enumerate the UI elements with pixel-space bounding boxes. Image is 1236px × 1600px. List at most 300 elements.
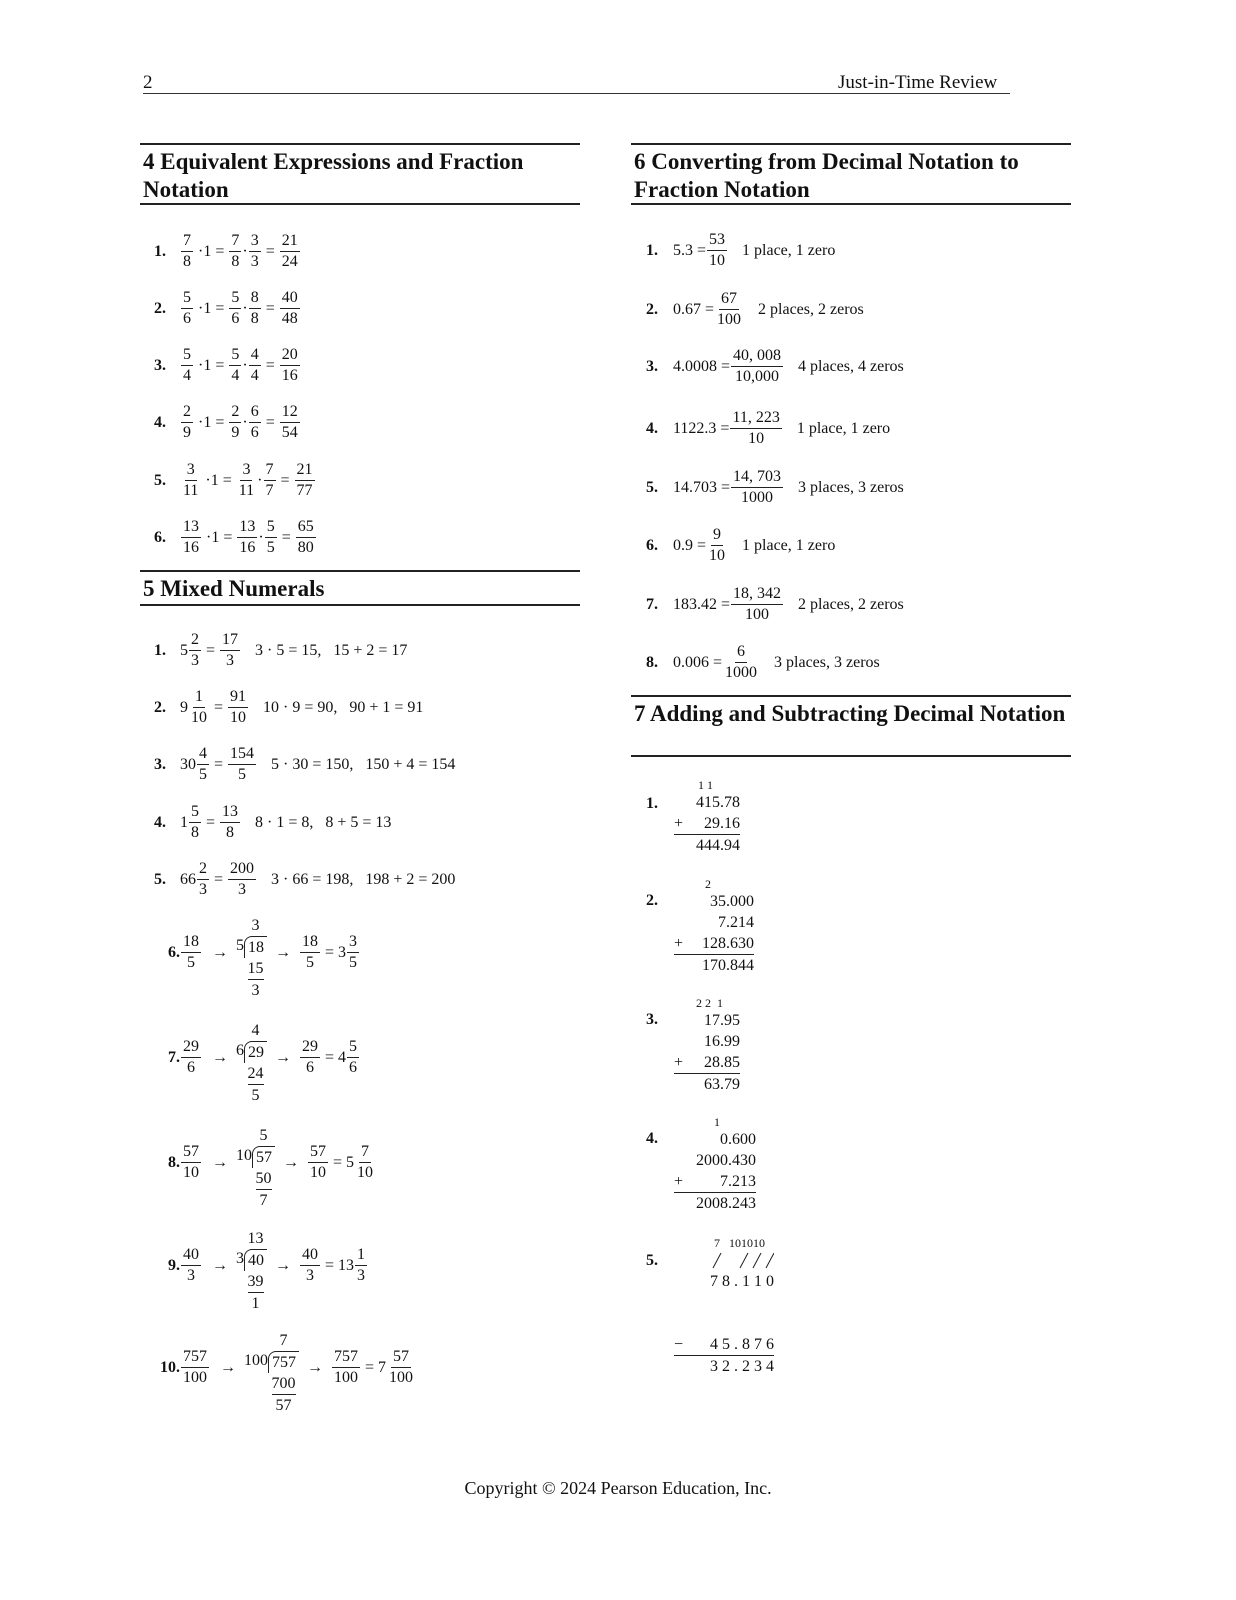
denominator: 100	[389, 1369, 414, 1386]
subtrahend: 4 5 . 8 7 6	[710, 1336, 774, 1353]
denominator: 1000	[741, 489, 774, 506]
column-addition	[674, 1115, 756, 1214]
place-note: 1 place, 1 zero	[742, 242, 836, 259]
item-number: 5.	[154, 871, 166, 888]
list-item: 2. 9 $\frac{1}{10}$ = $\frac{91}{10}$ 10 · 9 = 90, 90 + 1 = 91	[154, 688, 424, 726]
strike-mark	[713, 1253, 721, 1268]
denominator: 3	[199, 881, 207, 898]
denominator: 3	[306, 1267, 314, 1284]
fraction	[355, 1245, 367, 1286]
item-number: 8.	[168, 1154, 180, 1171]
divisor: 6	[236, 1042, 244, 1059]
decimal-value: 5.3 =	[673, 242, 707, 259]
item-number: 7.	[646, 596, 658, 613]
denominator: 6	[250, 424, 259, 441]
item-number: 2.	[646, 892, 658, 909]
denominator: 80	[297, 539, 314, 556]
list-item: 9. $\frac{40}{3}$ → 3 13 40 39 1 → $\frac{40}{3}$ = 13 $\frac{1}{3}$	[146, 1228, 368, 1314]
numerator: 3	[347, 932, 359, 953]
denominator: 5	[238, 766, 247, 783]
arrow-icon: →	[212, 1154, 228, 1171]
list-item	[646, 642, 880, 683]
fraction	[731, 584, 783, 625]
denominator: 10	[191, 709, 207, 726]
fraction	[308, 1142, 328, 1183]
numerator: 6	[735, 642, 747, 663]
fraction	[731, 346, 783, 387]
numerator: 40	[280, 288, 300, 309]
numerator: 2	[229, 402, 241, 423]
list-item: 4. $\frac{2}{9}$ ·1 = $\frac{2}{9}$ · $\frac{6}{6}$ = $\frac{12}{54}$	[154, 403, 298, 441]
numerator: 5	[347, 1037, 359, 1058]
numerator: 3	[185, 460, 197, 481]
item-number: 1.	[154, 642, 166, 659]
fraction	[347, 932, 359, 973]
item-number: 1.	[646, 242, 658, 259]
fraction	[715, 289, 743, 330]
fraction	[280, 288, 300, 329]
numerator: 4	[249, 345, 261, 366]
fraction	[249, 231, 261, 272]
numerator: 17	[220, 630, 240, 651]
place-note: 1 place, 1 zero	[796, 420, 891, 437]
list-item: 5. 66 $\frac{2}{3}$ = $\frac{200}{3}$ 3 · 66 = 198, 198 + 2 = 200	[154, 860, 456, 898]
section-6-title: 6 Converting from Decimal Notation to Fraction Notation	[631, 143, 1071, 205]
fraction	[197, 744, 209, 785]
arrow-icon: →	[212, 944, 228, 961]
numerator: 3	[249, 231, 261, 252]
fraction	[707, 230, 727, 271]
addend: 0.600	[720, 1131, 756, 1148]
numerator: 8	[249, 288, 261, 309]
item-number: 6.	[154, 529, 166, 546]
denominator: 6	[183, 310, 191, 327]
work-note: 3 · 66 = 198, 198 + 2 = 200	[271, 871, 456, 888]
denominator: 77	[296, 482, 313, 499]
fraction	[731, 467, 783, 508]
list-item	[646, 467, 904, 508]
arrow-icon: →	[283, 1154, 299, 1171]
borrow-digits: 7 101010	[714, 1236, 765, 1250]
denominator: 100	[334, 1369, 358, 1386]
numerator: 757	[332, 1347, 360, 1368]
numerator: 1	[355, 1245, 367, 1266]
fraction	[181, 460, 200, 501]
fraction	[181, 345, 193, 386]
denominator: 6	[349, 1059, 358, 1076]
numerator: 154	[228, 744, 256, 765]
quotient: 13	[247, 1230, 264, 1247]
numerator: 40	[181, 1245, 201, 1266]
fraction	[355, 1142, 375, 1183]
dividend: 18	[244, 936, 267, 958]
fraction	[295, 460, 315, 501]
numerator: 7	[181, 231, 193, 252]
fraction	[280, 231, 300, 272]
numerator: 3	[240, 460, 252, 481]
denominator: 5	[266, 539, 275, 556]
arrow-icon: →	[307, 1359, 323, 1376]
denominator: 3	[191, 652, 199, 669]
denominator: 7	[265, 482, 274, 499]
arrow-icon: →	[275, 1257, 291, 1274]
difference: 3 2 . 2 3 4	[674, 1355, 774, 1377]
whole-part: 30	[180, 756, 196, 773]
denominator: 11	[238, 482, 255, 499]
numerator: 2	[181, 402, 193, 423]
list-item: 8. $\frac{57}{10}$ → 10 5 57 50 7 → $\frac{57}{10}$ = 5 $\frac{7}{10}$	[146, 1125, 376, 1211]
numerator: 4	[197, 744, 209, 765]
long-division	[236, 915, 267, 1001]
fraction	[249, 345, 261, 386]
denominator: 8	[226, 824, 235, 841]
addend: 415.78	[696, 794, 740, 811]
numerator: 65	[296, 517, 316, 538]
column-subtraction	[674, 1236, 774, 1377]
denominator: 6	[187, 1059, 195, 1076]
place-note: 4 places, 4 zeros	[798, 358, 904, 375]
place-note: 2 places, 2 zeros	[798, 596, 904, 613]
addend: 7.214	[718, 914, 754, 931]
work-note: 10 · 9 = 90, 90 + 1 = 91	[263, 699, 424, 716]
item-number: 1.	[154, 243, 166, 260]
fraction	[300, 932, 320, 973]
numerator: 20	[280, 345, 300, 366]
fraction	[228, 744, 256, 785]
denominator: 9	[183, 424, 191, 441]
item-number: 2.	[646, 301, 658, 318]
addend: 28.85	[704, 1054, 740, 1071]
fraction	[229, 402, 241, 443]
fraction	[265, 517, 277, 558]
denominator: 24	[281, 253, 298, 270]
addend: 29.16	[704, 815, 740, 832]
fraction	[181, 402, 193, 443]
numerator: 7	[264, 460, 276, 481]
numerator: 5	[181, 345, 193, 366]
section-4-title: 4 Equivalent Expressions and Fraction Notation	[140, 143, 580, 205]
strike-mark	[753, 1253, 761, 1268]
fraction	[707, 525, 727, 566]
item-number: 3.	[646, 358, 658, 375]
denominator: 9	[231, 424, 240, 441]
column-addition	[674, 778, 740, 856]
decimal-value: 14.703 =	[673, 479, 731, 496]
numerator: 91	[228, 687, 248, 708]
place-note: 3 places, 3 zeros	[798, 479, 904, 496]
list-item: 5. $\frac{3}{11}$ ·1 = $\frac{3}{11}$ · $\frac{7}{7}$ = $\frac{21}{77}$	[154, 461, 313, 499]
arrow-icon: →	[275, 944, 291, 961]
dividend: 757	[268, 1351, 299, 1373]
plus-sign: +	[674, 815, 684, 832]
numerator: 18	[181, 932, 201, 953]
numerator: 57	[391, 1347, 411, 1368]
dividend: 29	[244, 1041, 267, 1063]
fraction	[347, 1037, 359, 1078]
whole-part: 1	[180, 814, 188, 831]
numerator: 5	[229, 345, 241, 366]
fraction	[723, 642, 759, 683]
long-division	[236, 1020, 267, 1106]
fraction	[181, 1142, 201, 1183]
fraction	[228, 859, 256, 900]
whole-part: 13	[338, 1257, 355, 1274]
addend: 2000.430	[696, 1152, 756, 1169]
list-item: 3. 30 $\frac{4}{5}$ = $\frac{154}{5}$ 5 · 30 = 150, 150 + 4 = 154	[154, 745, 456, 783]
running-title: Just-in-Time Review	[838, 72, 998, 93]
carry-digits: 1 1	[698, 778, 713, 792]
list-item: 7. $\frac{29}{6}$ → 6 4 29 24 5 → $\frac{29}{6}$ = 4 $\frac{5}{6}$	[146, 1020, 360, 1106]
remainder: 57	[275, 1397, 292, 1414]
fraction	[249, 288, 261, 329]
fraction	[229, 231, 241, 272]
list-item: 10. $\frac{757}{100}$ → 100 7 757 700 57 → $\frac{757}{100}$ = 7 $\frac{57}{100}$	[146, 1330, 416, 1416]
denominator: 11	[183, 482, 199, 499]
fraction	[181, 1037, 201, 1078]
addend: 17.95	[704, 1012, 740, 1029]
addend: 35.000	[710, 893, 754, 910]
item-number: 8.	[646, 654, 658, 671]
decimal-value: 1122.3 =	[673, 420, 730, 437]
addend: 16.99	[704, 1033, 740, 1050]
numerator: 29	[181, 1037, 201, 1058]
carry-digits: 2 2 1	[696, 996, 723, 1010]
list-item: 4. 1 $\frac{5}{8}$ = $\frac{13}{8}$ 8 · 1 = 8, 8 + 5 = 13	[154, 803, 392, 841]
remainder: 3	[251, 982, 260, 999]
fraction	[229, 288, 241, 329]
denominator: 5	[306, 954, 314, 971]
denominator: 16	[239, 539, 256, 556]
item-number: 4.	[154, 814, 166, 831]
long-division	[244, 1330, 299, 1416]
whole-part: 4	[338, 1049, 347, 1066]
dividend: 40	[244, 1249, 267, 1271]
numerator: 21	[295, 460, 315, 481]
denominator: 48	[281, 310, 298, 327]
fraction	[387, 1347, 415, 1388]
denominator: 4	[250, 367, 259, 384]
divisor: 10	[236, 1147, 252, 1164]
denominator: 8	[250, 310, 259, 327]
numerator: 53	[707, 230, 727, 251]
list-item	[646, 584, 904, 625]
fraction	[181, 517, 201, 558]
numerator: 13	[237, 517, 257, 538]
sum: 63.79	[674, 1073, 740, 1095]
numerator: 18, 342	[731, 584, 783, 605]
denominator: 6	[306, 1059, 314, 1076]
whole-part: 66	[180, 871, 196, 888]
numerator: 13	[220, 802, 240, 823]
denominator: 10	[310, 1164, 326, 1181]
denominator: 100	[745, 606, 770, 623]
place-note: 3 places, 3 zeros	[774, 654, 880, 671]
fraction	[280, 402, 300, 443]
numerator: 57	[181, 1142, 201, 1163]
plus-sign: +	[674, 1054, 684, 1071]
place-note: 1 place, 1 zero	[742, 537, 836, 554]
denominator: 54	[281, 424, 298, 441]
numerator: 29	[300, 1037, 320, 1058]
denominator: 3	[187, 1267, 195, 1284]
minus-sign: −	[674, 1336, 684, 1353]
denominator: 3	[226, 652, 235, 669]
item-number: 5.	[646, 479, 658, 496]
fraction	[296, 517, 316, 558]
denominator: 16	[281, 367, 298, 384]
minuend-digits: 7 8 . 1 1 0	[710, 1273, 774, 1290]
denominator: 10	[709, 252, 726, 269]
list-item: 2. $\frac{5}{6}$ ·1 = $\frac{5}{6}$ · $\frac{8}{8}$ = $\frac{40}{48}$	[154, 289, 298, 327]
subtrahend: 700	[272, 1373, 296, 1395]
carry-digits: 2	[705, 877, 711, 891]
numerator: 5	[229, 288, 241, 309]
numerator: 200	[228, 859, 256, 880]
fraction	[249, 402, 261, 443]
item-number: 9.	[168, 1257, 180, 1274]
header-rule	[143, 93, 1010, 94]
item-number: 10.	[160, 1359, 180, 1376]
page-number: 2	[143, 72, 153, 93]
whole-part: 5	[346, 1154, 355, 1171]
sum: 2008.243	[674, 1192, 756, 1214]
long-division	[236, 1125, 275, 1211]
numerator: 2	[197, 859, 209, 880]
numerator: 12	[280, 402, 300, 423]
whole-part: 7	[378, 1359, 387, 1376]
numerator: 2	[189, 630, 201, 651]
numerator: 7	[229, 231, 241, 252]
decimal-value: 183.42 =	[673, 596, 731, 613]
fraction	[229, 345, 241, 386]
divisor: 3	[236, 1250, 244, 1267]
denominator: 16	[183, 539, 199, 556]
section-7-title: 7 Adding and Subtracting Decimal Notation	[631, 695, 1071, 757]
item-number: 4.	[646, 420, 658, 437]
divisor: 100	[244, 1352, 268, 1369]
remainder: 1	[251, 1295, 260, 1312]
fraction	[189, 687, 209, 728]
quotient: 7	[279, 1332, 288, 1349]
item-number: 2.	[154, 300, 166, 317]
addend: 128.630	[702, 935, 754, 952]
arrow-icon: →	[275, 1049, 291, 1066]
numerator: 21	[280, 231, 300, 252]
item-number: 1.	[646, 795, 658, 812]
quotient: 4	[251, 1022, 260, 1039]
fraction	[181, 1347, 209, 1388]
fraction	[220, 802, 240, 843]
fraction	[730, 408, 781, 449]
whole-part: 3	[338, 944, 347, 961]
fraction	[220, 630, 240, 671]
fraction	[189, 630, 201, 671]
list-item: 1. $\frac{7}{8}$ ·1 = $\frac{7}{8}$ · $\frac{3}{3}$ = $\frac{21}{24}$	[154, 232, 298, 270]
divisor: 5	[236, 937, 244, 954]
numerator: 757	[181, 1347, 209, 1368]
item-number: 6.	[646, 537, 658, 554]
item-number: 5.	[646, 1252, 658, 1269]
denominator: 5	[187, 954, 195, 971]
fraction	[300, 1037, 320, 1078]
place-note: 2 places, 2 zeros	[758, 301, 864, 318]
subtrahend: 39	[248, 1271, 264, 1293]
denominator: 5	[349, 954, 358, 971]
item-number: 5.	[154, 472, 166, 489]
sum: 170.844	[674, 954, 754, 976]
denominator: 10	[230, 709, 247, 726]
list-item: 6. $\frac{13}{16}$ ·1 = $\frac{13}{16}$ · $\frac{5}{5}$ = $\frac{65}{80}$	[154, 518, 314, 556]
numerator: 5	[189, 802, 201, 823]
decimal-value: 4.0008 =	[673, 358, 731, 375]
fraction	[228, 687, 248, 728]
fraction	[300, 1245, 320, 1286]
numerator: 9	[711, 525, 723, 546]
denominator: 10,000	[735, 368, 780, 385]
long-division	[236, 1228, 267, 1314]
arrow-icon: →	[212, 1049, 228, 1066]
fraction	[181, 288, 193, 329]
fraction	[280, 345, 300, 386]
numerator: 1	[193, 687, 205, 708]
subtrahend: 50	[256, 1168, 272, 1190]
denominator: 10	[748, 430, 765, 447]
numerator: 11, 223	[730, 408, 781, 429]
denominator: 3	[238, 881, 247, 898]
remainder: 7	[259, 1192, 268, 1209]
denominator: 3	[250, 253, 259, 270]
item-number: 2.	[154, 699, 166, 716]
numerator: 40	[300, 1245, 320, 1266]
quotient: 3	[251, 917, 260, 934]
strike-mark	[766, 1253, 774, 1268]
fraction	[197, 859, 209, 900]
decimal-value: 0.006 =	[673, 654, 723, 671]
remainder: 5	[251, 1087, 260, 1104]
work-note: 8 · 1 = 8, 8 + 5 = 13	[255, 814, 392, 831]
list-item	[646, 289, 864, 330]
list-item	[646, 408, 890, 449]
denominator: 1000	[725, 664, 758, 681]
item-number: 3.	[646, 1011, 658, 1028]
copyright-footer: Copyright © 2024 Pearson Education, Inc.	[464, 1478, 772, 1498]
item-number: 4.	[646, 1130, 658, 1147]
list-item	[646, 230, 835, 271]
arrow-icon: →	[212, 1257, 228, 1274]
list-item	[646, 525, 835, 566]
arrow-icon: →	[220, 1359, 236, 1376]
denominator: 6	[231, 310, 240, 327]
fraction	[332, 1347, 360, 1388]
fraction	[181, 231, 193, 272]
carry-digits: 1	[714, 1115, 720, 1129]
column-addition	[674, 996, 740, 1095]
item-number: 3.	[154, 756, 166, 773]
numerator: 40, 008	[731, 346, 783, 367]
fraction	[264, 460, 276, 501]
denominator: 10	[357, 1164, 374, 1181]
work-note: 5 · 30 = 150, 150 + 4 = 154	[271, 756, 456, 773]
item-number: 4.	[154, 414, 166, 431]
item-number: 6.	[168, 944, 180, 961]
denominator: 10	[709, 547, 726, 564]
denominator: 5	[199, 766, 207, 783]
list-item: 6. $\frac{18}{5}$ → 5 3 18 15 3 → $\frac{18}{5}$ = 3 $\frac{3}{5}$	[146, 915, 360, 1001]
strike-mark	[740, 1253, 748, 1268]
denominator: 4	[183, 367, 191, 384]
subtrahend: 15	[248, 958, 264, 980]
decimal-value: 0.67 =	[673, 301, 715, 318]
